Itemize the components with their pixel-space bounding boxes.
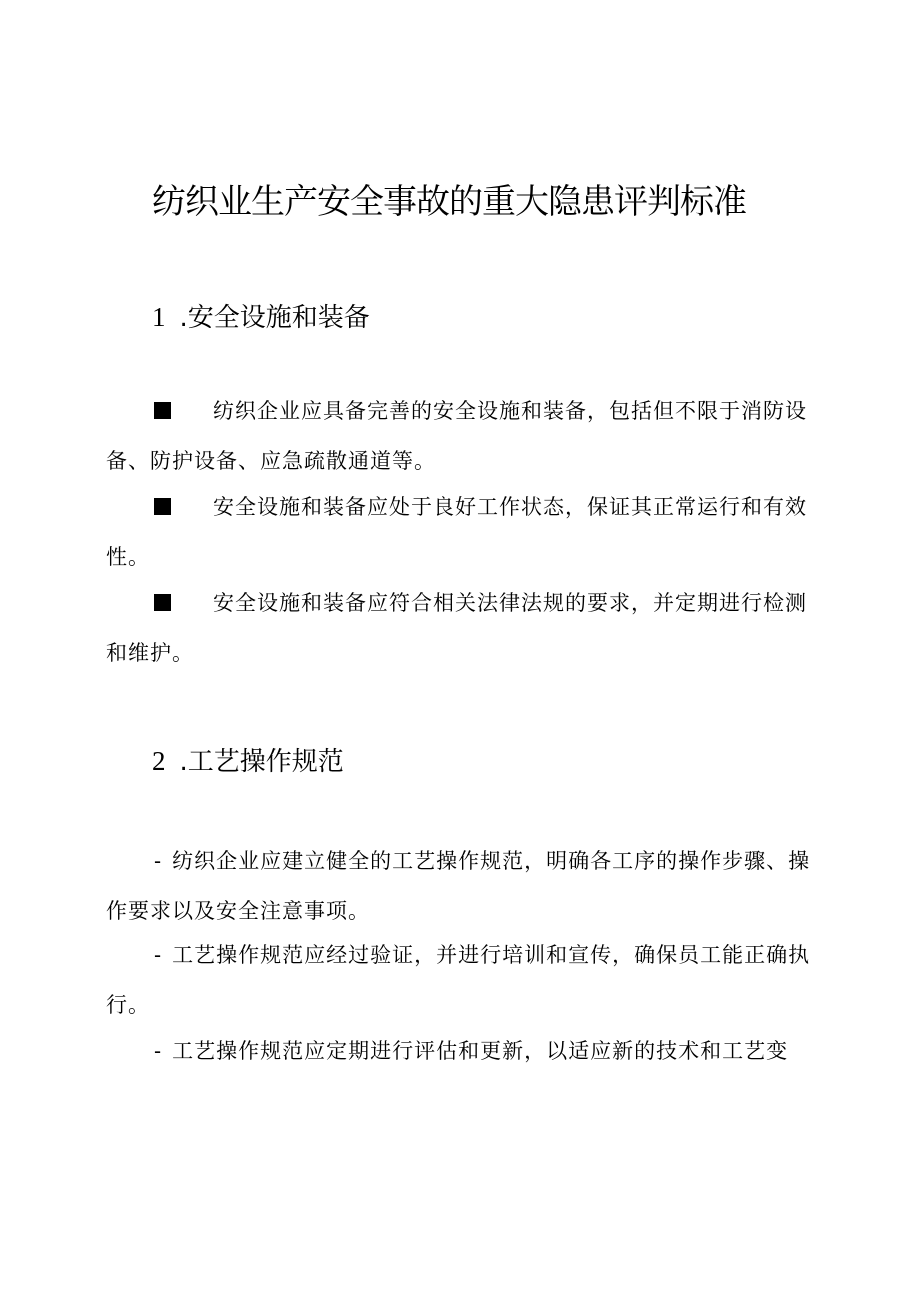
list-item-text: 安全设施和装备应处于良好工作状态，保证其正常运行和有效性。 [106, 495, 807, 569]
square-bullet-icon [154, 498, 171, 515]
list-item [106, 482, 826, 582]
dash-marker: - [154, 849, 163, 873]
square-bullet-icon [154, 402, 171, 419]
section-heading-text: .工艺操作规范 [179, 747, 344, 777]
list-item [106, 1026, 826, 1076]
dash-marker: - [154, 943, 163, 967]
list-item [106, 578, 826, 678]
list-item-text: 工艺操作规范应定期进行评估和更新，以适应新的技术和工艺变 [172, 1039, 789, 1063]
square-bullet-icon [154, 594, 171, 611]
section-number: 1 [152, 302, 166, 332]
section-number: 2 [152, 746, 166, 776]
section-heading-text: .安全设施和装备 [179, 303, 370, 333]
list-item-text: 纺织企业应具备完善的安全设施和装备，包括但不限于消防设备、防护设备、应急疏散通道等。 [106, 399, 807, 473]
list-item [106, 930, 826, 1030]
list-item [106, 386, 826, 486]
list-item [106, 836, 826, 936]
list-item-text: 工艺操作规范应经过验证，并进行培训和宣传，确保员工能正确执行。 [106, 943, 811, 1017]
list-item-text: 纺织企业应建立健全的工艺操作规范，明确各工序的操作步骤、操作要求以及安全注意事项。 [106, 849, 811, 923]
dash-marker: - [154, 1039, 163, 1063]
section-heading-process-standards [152, 741, 344, 782]
page-title: 纺织业生产安全事故的重大隐患评判标准 [152, 182, 746, 222]
section-heading-safety-facilities [152, 297, 370, 338]
list-item-text: 安全设施和装备应符合相关法律法规的要求，并定期进行检测和维护。 [106, 591, 807, 665]
